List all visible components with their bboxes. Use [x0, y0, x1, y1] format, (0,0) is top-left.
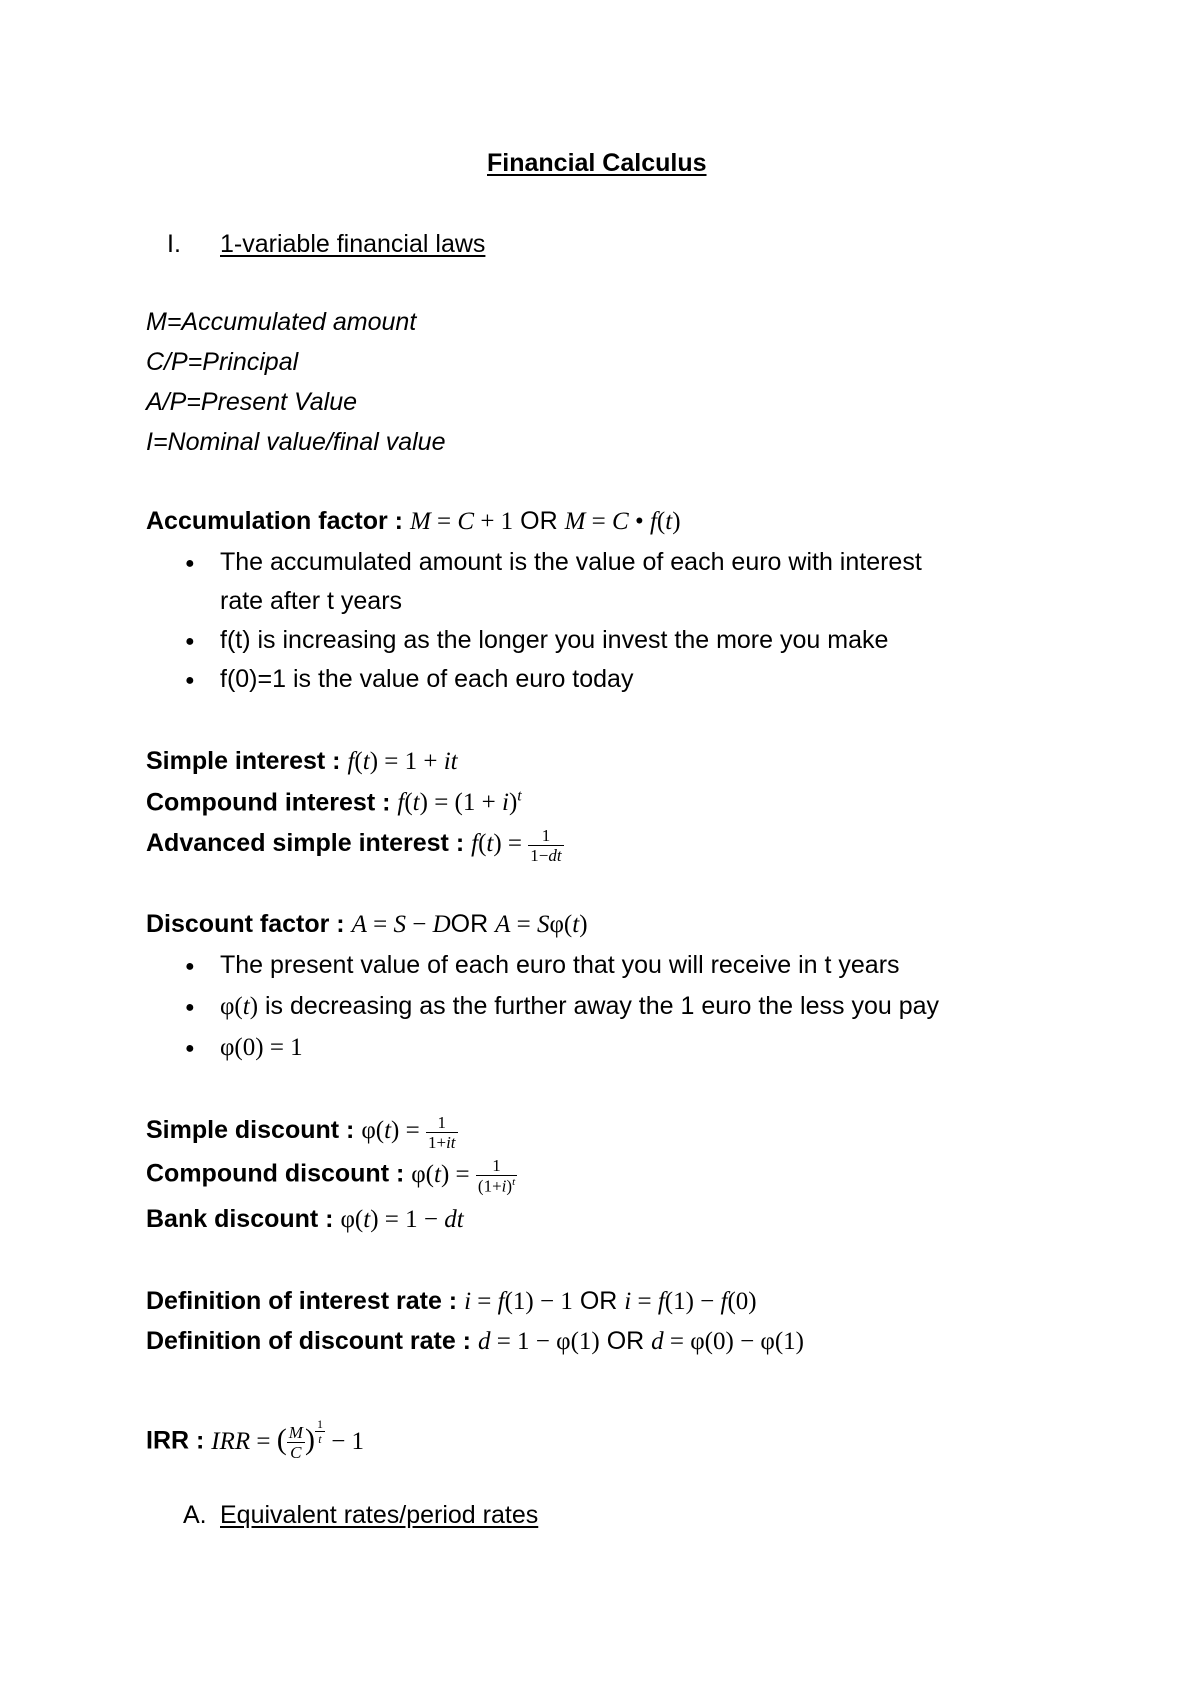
bank-discount-line	[146, 1207, 464, 1232]
discount-formula-2: A = Sφ(t)	[495, 911, 588, 938]
simple-discount-formula: φ(t) = $\frac{1}{1+it}$	[361, 1113, 456, 1152]
discount-rate-formula-1: d = 1 − φ(1)	[477, 1328, 600, 1355]
bullet-icon: ●	[185, 958, 195, 975]
subsection-letter: A.	[183, 1501, 207, 1529]
definition-nominal-value: I=Nominal value/final value	[146, 428, 446, 456]
section-heading: 1-variable financial laws	[220, 230, 486, 258]
definition-present-value: A/P=Present Value	[146, 388, 358, 416]
accumulation-bullet-2: f(t) is increasing as the longer you invest the more you make	[220, 626, 889, 654]
accumulation-bullet-1: The accumulated amount is the value of each euro with interest	[220, 548, 922, 576]
accumulation-factor-line	[146, 509, 681, 534]
bullet-icon: ●	[185, 555, 195, 572]
definition-accumulated: M=Accumulated amount	[146, 308, 417, 336]
interest-rate-formula-1: i = f(1) − 1	[464, 1288, 573, 1315]
compound-discount-label: Compound discount :	[146, 1159, 405, 1188]
compound-discount-line	[146, 1157, 517, 1195]
advanced-interest-line	[146, 827, 564, 864]
simple-interest-formula: f(t) = 1 + it	[347, 748, 458, 775]
bullet-icon: ●	[185, 672, 195, 689]
compound-discount-formula: φ(t) = $\frac{1}{(1+i)^t}$	[411, 1156, 516, 1196]
interest-rate-formula-2: i = f(1) − f(0)	[624, 1288, 757, 1315]
compound-interest-label: Compound interest :	[146, 788, 391, 817]
irr-label: IRR :	[146, 1426, 205, 1455]
discount-bullet-2-line	[220, 994, 939, 1019]
accumulation-formula-2: M = C • f(t)	[564, 508, 681, 535]
accumulation-bullet-1-cont: rate after t years	[220, 587, 403, 615]
definition-principal: C/P=Principal	[146, 348, 299, 376]
interest-rate-or: OR	[579, 1287, 618, 1315]
phi-t-symbol: φ(t)	[220, 993, 259, 1020]
discount-formula-1: A = S − D	[351, 911, 451, 938]
bullet-icon: ●	[185, 1040, 195, 1057]
simple-interest-label: Simple interest :	[146, 747, 341, 775]
section-numeral: I.	[167, 230, 181, 258]
interest-rate-definition-label: Definition of interest rate :	[146, 1287, 458, 1315]
discount-rate-or: OR	[606, 1327, 645, 1355]
bank-discount-formula: φ(t) = 1 − dt	[340, 1206, 464, 1233]
discount-factor-label: Discount factor :	[146, 910, 345, 938]
discount-factor-line	[146, 912, 588, 937]
simple-discount-label: Simple discount :	[146, 1116, 355, 1145]
accumulation-factor-label: Accumulation factor :	[146, 507, 403, 535]
discount-rate-definition-line	[146, 1329, 804, 1354]
compound-interest-line	[146, 789, 522, 815]
page-title: Financial Calculus	[487, 149, 707, 177]
accumulation-or: OR	[520, 507, 558, 535]
discount-rate-definition-label: Definition of discount rate :	[146, 1327, 471, 1355]
discount-rate-formula-2: d = φ(0) − φ(1)	[651, 1328, 804, 1355]
advanced-interest-label: Advanced simple interest :	[146, 829, 465, 858]
subsection-heading: Equivalent rates/period rates	[220, 1501, 539, 1529]
discount-bullet-1: The present value of each euro that you will receive in t years	[220, 951, 900, 979]
discount-bullet-2: is decreasing as the further away the 1 euro the less you pay	[265, 992, 939, 1020]
accumulation-formula-1: M = C + 1	[409, 508, 514, 535]
irr-formula: IRR = ( $\frac{M}{C}$ ) $^{\frac{1}{t}}$ − 1	[211, 1417, 365, 1463]
accumulation-bullet-3: f(0)=1 is the value of each euro today	[220, 665, 634, 693]
interest-rate-definition-line	[146, 1289, 757, 1314]
simple-interest-line	[146, 749, 458, 774]
irr-line	[146, 1418, 364, 1461]
bank-discount-label: Bank discount :	[146, 1205, 334, 1233]
advanced-interest-formula: f(t) = $\frac{1}{1-dt}$	[471, 826, 562, 865]
simple-discount-line	[146, 1114, 458, 1151]
bullet-icon: ●	[185, 633, 195, 650]
bullet-icon: ●	[185, 999, 195, 1016]
discount-or: OR	[450, 910, 489, 938]
discount-bullet-3-formula: φ(0) = 1	[220, 1034, 303, 1061]
compound-interest-formula: $f(t) = (1 + i)^t$	[397, 788, 522, 817]
